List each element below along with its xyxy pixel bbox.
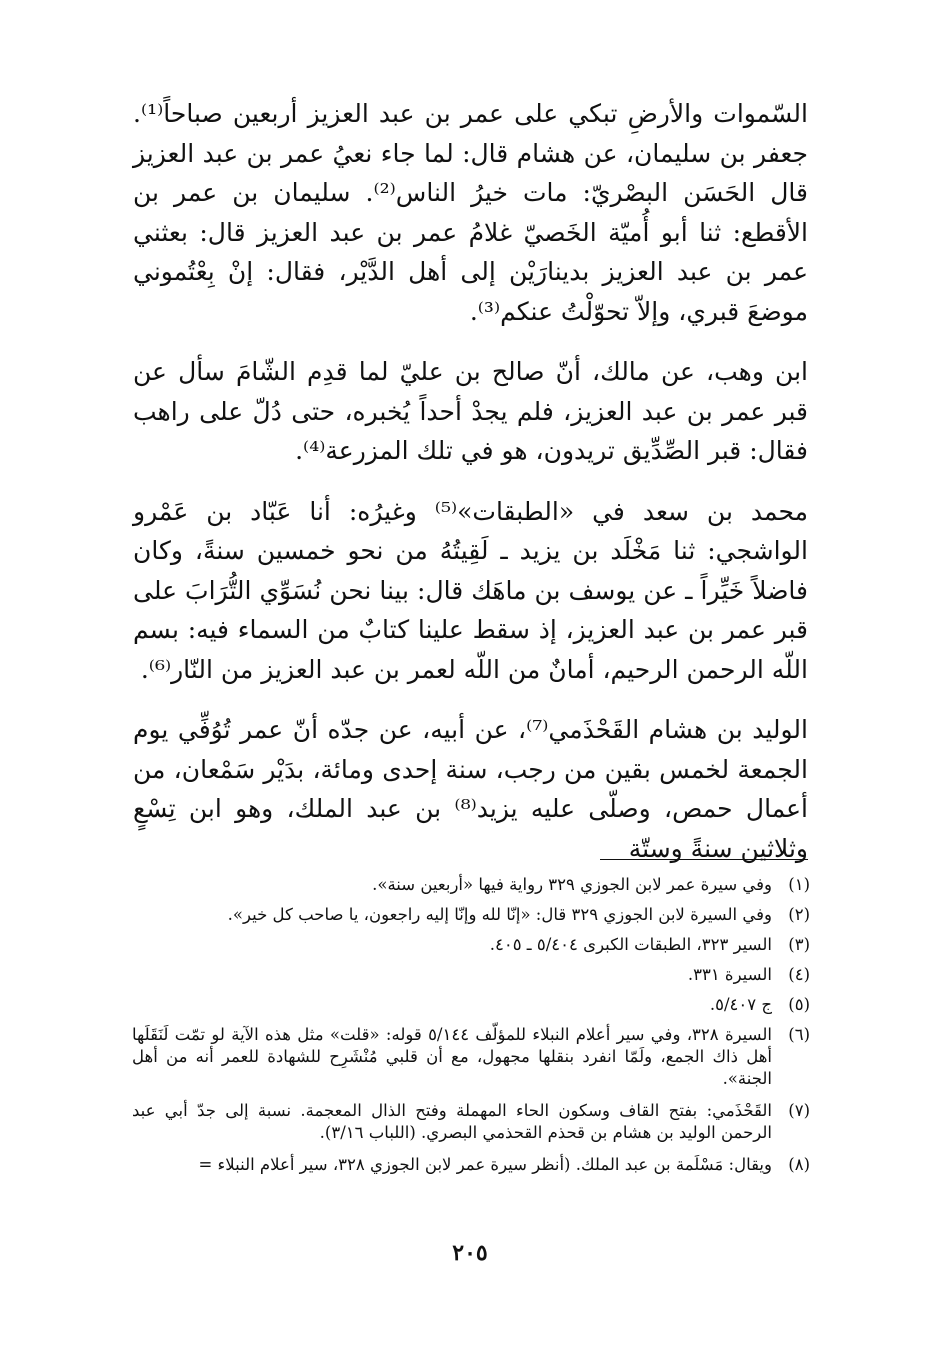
footnote-text: السيرة ٣٢٨، وفي سير أعلام النبلاء للمؤلّف ٥/١٤٤ قوله: «قلت» مثل هذه الآية لو تمّت لَنَقَلَها أهل ذاك الجمع، ولَمّا انفرد بنقلها مجهول، مع أن قلبي مُنْشَرِح للشهادة للعمر أنه من أهل الجنة». — [132, 1025, 772, 1088]
paragraph-1: السّموات والأرضِ تبكي على عمر بن عبد العزيز أربعين صباحاً⁽¹⁾. جعفر بن سليمان، عن هشام قال: لما جاء نعيُ عمر بن عبد العزيز قال الحَسَن البصْريّ: مات خيرُ الناس⁽²⁾. سليمان بن عمر بن الأقطع: ثنا أبو أُميّة الخَصيّ غلامُ عمر بن عبد العزيز قال: بعثني عمر بن عبد العزيز بدينارَيْن إلى أهل الدَّيْر، فقال: إنْ بِعْتُموني موضعَ قبري، وإلاّ تحوّلْتُ عنكم⁽³⁾. — [133, 99, 808, 326]
footnote — [132, 1020, 810, 1090]
paragraph-3: محمد بن سعد في «الطبقات»⁽⁵⁾ وغيرُه: أنا عَبّاد بن عَمْرو الواشجي: ثنا مَخْلَد بن يزيد ـ لَقِيتُهُ من نحو خمسين سنةً، وكان فاضلاً خَيِّراً ـ عن يوسف بن ماهَك قال: بينا نحن نُسَوِّي التُّرَابَ على قبر عمر بن عبد العزيز، إذ سقط علينا كتابٌ من السماء فيه: بسم اللّه الرحمن الرحيم، أمانٌ من اللّه لعمر بن عبد العزيز من النّار⁽⁶⁾. — [133, 496, 808, 684]
footnote-number: (٧) — [788, 1101, 810, 1120]
footnote-number: (٤) — [788, 965, 810, 984]
footnote — [132, 930, 810, 960]
footnote-number: (٦) — [788, 1025, 810, 1044]
page-number: ٢٠٥ — [452, 1240, 488, 1266]
footnote — [132, 1150, 810, 1180]
footnote-text: ويقال: مَسْلَمة بن عبد الملك. (أنظر سيرة عمر لابن الجوزي ٣٢٨، سير أعلام النبلاء = — [198, 1155, 772, 1174]
footnote-number: (٨) — [788, 1155, 810, 1174]
footnote-text: السيرة ٣٣١. — [687, 965, 772, 984]
paragraph-2: ابن وهب، عن مالك، أنّ صالح بن عليّ لما قدِم الشّامَ سأل عن قبر عمر بن عبد العزيز، فلم يجدْ أحداً يُخبره، حتى دُلّ على راهب فقال: قبر الصِّدِّيق تريدون، هو في تلك المزرعة⁽⁴⁾. — [133, 357, 808, 465]
footnote-number: (١) — [788, 875, 810, 894]
footnote-text: القَحْذَمي: بفتح القاف وسكون الحاء المهملة وفتح الذال المعجمة. نسبة إلى جدّ أبي عبد الرحمن الوليد بن هشام بن قحذم القحذمي البصري. (اللباب ٣/١٦). — [132, 1101, 772, 1142]
footnote-number: (٣) — [788, 935, 810, 954]
footnote — [132, 990, 810, 1020]
footnote-text: السير ٣٢٣، الطبقات الكبرى ٥/٤٠٤ ـ ٤٠٥. — [489, 935, 772, 954]
footnote-separator — [600, 859, 808, 860]
footnote — [132, 1096, 810, 1144]
footnote — [132, 960, 810, 990]
paragraph-4: الوليد بن هشام القَحْذَمي⁽⁷⁾، عن أبيه، عن جدّه أنّ عمر تُوُفِّي يوم الجمعة لخمس بقين من رجب، سنة إحدى ومائة، بدَيْر سَمْعان، من أعمال حمص، وصلّى عليه يزيد⁽⁸⁾ بن عبد الملك، وهو ابن تِسْعٍ وثلاثين سنةً وستّة — [133, 715, 809, 863]
footnote-number: (٥) — [788, 995, 810, 1014]
footnote — [132, 900, 810, 930]
footnote-text: ج ٥/٤٠٧. — [709, 995, 772, 1014]
footnotes — [132, 870, 810, 1180]
footnote-number: (٢) — [788, 905, 810, 924]
footnote-text: وفي سيرة عمر لابن الجوزي ٣٢٩ رواية فيها «أربعين سنة». — [372, 875, 772, 894]
main-text — [133, 94, 808, 889]
footnote — [132, 870, 810, 900]
footnote-text: وفي السيرة لابن الجوزي ٣٢٩ قال: «إنّا لله وإنّا إليه راجعون، يا صاحب كل خير». — [227, 905, 772, 924]
